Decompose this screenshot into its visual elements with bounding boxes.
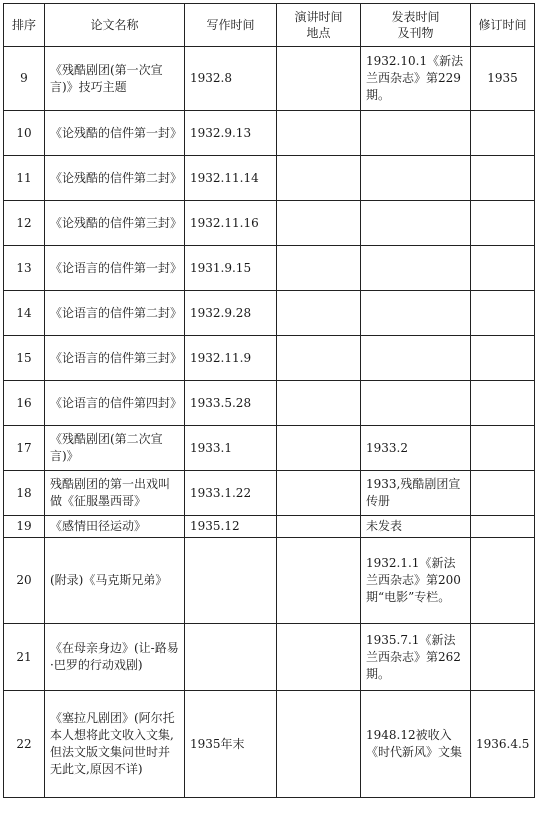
header-title: 论文名称 [45, 4, 185, 47]
table-row [4, 516, 535, 538]
cell-revised-time [471, 381, 535, 426]
cell-revised-time [471, 201, 535, 246]
cell-title: 《论语言的信件第四封》 [45, 381, 185, 426]
cell-lecture-place [277, 471, 361, 516]
header-written-time: 写作时间 [185, 4, 277, 47]
cell-order: 14 [4, 291, 45, 336]
cell-publication [361, 201, 471, 246]
cell-order: 22 [4, 691, 45, 798]
cell-order: 19 [4, 516, 45, 538]
cell-publication [361, 291, 471, 336]
cell-title: 《论语言的信件第一封》 [45, 246, 185, 291]
cell-title: 《论语言的信件第三封》 [45, 336, 185, 381]
cell-title: 《论残酷的信件第二封》 [45, 156, 185, 201]
cell-title: 《论残酷的信件第一封》 [45, 111, 185, 156]
cell-written-time: 1932.11.14 [185, 156, 277, 201]
cell-order: 11 [4, 156, 45, 201]
papers-table [3, 3, 535, 798]
cell-publication [361, 156, 471, 201]
cell-title: 《论残酷的信件第三封》 [45, 201, 185, 246]
cell-title: 《论语言的信件第二封》 [45, 291, 185, 336]
cell-title: 《感情田径运动》 [45, 516, 185, 538]
cell-publication [361, 246, 471, 291]
cell-written-time: 1931.9.15 [185, 246, 277, 291]
cell-written-time: 1932.11.16 [185, 201, 277, 246]
cell-written-time: 1932.9.28 [185, 291, 277, 336]
cell-order: 12 [4, 201, 45, 246]
cell-order: 13 [4, 246, 45, 291]
cell-lecture-place [277, 381, 361, 426]
cell-lecture-place [277, 291, 361, 336]
cell-lecture-place [277, 111, 361, 156]
cell-lecture-place [277, 538, 361, 624]
cell-written-time [185, 624, 277, 691]
cell-order: 16 [4, 381, 45, 426]
cell-title: 《残酷剧团(第一次宣言)》技巧主题 [45, 47, 185, 111]
cell-lecture-place [277, 201, 361, 246]
table-row [4, 381, 535, 426]
cell-revised-time [471, 471, 535, 516]
table-row [4, 291, 535, 336]
cell-order: 15 [4, 336, 45, 381]
cell-title: 《在母亲身边》(让-路易·巴罗的行动戏剧) [45, 624, 185, 691]
table-row [4, 471, 535, 516]
header-order: 排序 [4, 4, 45, 47]
cell-title: 《塞拉凡剧团》(阿尔托本人想将此文收入文集,但法文版文集问世时并无此文,原因不详) [45, 691, 185, 798]
table-row [4, 246, 535, 291]
cell-written-time: 1935.12 [185, 516, 277, 538]
cell-publication: 1933,残酷剧团宣传册 [361, 471, 471, 516]
cell-written-time: 1935年末 [185, 691, 277, 798]
cell-revised-time [471, 516, 535, 538]
cell-lecture-place [277, 336, 361, 381]
cell-title: 《残酷剧团(第二次宣言)》 [45, 426, 185, 471]
cell-publication: 1932.10.1《新法兰西杂志》第229期。 [361, 47, 471, 111]
cell-revised-time: 1935 [471, 47, 535, 111]
cell-lecture-place [277, 246, 361, 291]
cell-order: 20 [4, 538, 45, 624]
header-revised-time: 修订时间 [471, 4, 535, 47]
cell-order: 17 [4, 426, 45, 471]
cell-written-time: 1933.1.22 [185, 471, 277, 516]
table-header-row [4, 4, 535, 47]
document-page [3, 3, 534, 798]
table-row [4, 111, 535, 156]
cell-lecture-place [277, 691, 361, 798]
cell-publication [361, 381, 471, 426]
cell-revised-time [471, 246, 535, 291]
table-row [4, 426, 535, 471]
cell-publication [361, 111, 471, 156]
cell-written-time: 1932.9.13 [185, 111, 277, 156]
cell-lecture-place [277, 156, 361, 201]
cell-title: 残酷剧团的第一出戏叫做《征服墨西哥》 [45, 471, 185, 516]
cell-revised-time [471, 538, 535, 624]
cell-publication: 未发表 [361, 516, 471, 538]
cell-publication [361, 336, 471, 381]
table-row [4, 336, 535, 381]
cell-lecture-place [277, 426, 361, 471]
cell-written-time: 1932.8 [185, 47, 277, 111]
cell-revised-time [471, 291, 535, 336]
cell-order: 18 [4, 471, 45, 516]
cell-revised-time [471, 624, 535, 691]
cell-lecture-place [277, 516, 361, 538]
cell-order: 9 [4, 47, 45, 111]
cell-written-time: 1933.5.28 [185, 381, 277, 426]
header-lecture-time-place: 演讲时间 地点 [277, 4, 361, 47]
cell-written-time: 1933.1 [185, 426, 277, 471]
cell-publication: 1932.1.1《新法兰西杂志》第200期“电影”专栏。 [361, 538, 471, 624]
cell-revised-time [471, 426, 535, 471]
table-row [4, 201, 535, 246]
cell-publication: 1935.7.1《新法兰西杂志》第262期。 [361, 624, 471, 691]
table-row [4, 47, 535, 111]
table-row [4, 691, 535, 798]
cell-written-time [185, 538, 277, 624]
cell-publication: 1933.2 [361, 426, 471, 471]
cell-revised-time: 1936.4.5 [471, 691, 535, 798]
table-row [4, 156, 535, 201]
table-body [4, 47, 535, 798]
cell-publication: 1948.12被收入《时代新风》文集 [361, 691, 471, 798]
cell-title: (附录)《马克斯兄弟》 [45, 538, 185, 624]
table-row [4, 538, 535, 624]
cell-order: 10 [4, 111, 45, 156]
cell-written-time: 1932.11.9 [185, 336, 277, 381]
cell-revised-time [471, 111, 535, 156]
table-row [4, 624, 535, 691]
cell-lecture-place [277, 624, 361, 691]
header-publish-time-journal: 发表时间 及刊物 [361, 4, 471, 47]
cell-lecture-place [277, 47, 361, 111]
cell-revised-time [471, 156, 535, 201]
cell-revised-time [471, 336, 535, 381]
cell-order: 21 [4, 624, 45, 691]
